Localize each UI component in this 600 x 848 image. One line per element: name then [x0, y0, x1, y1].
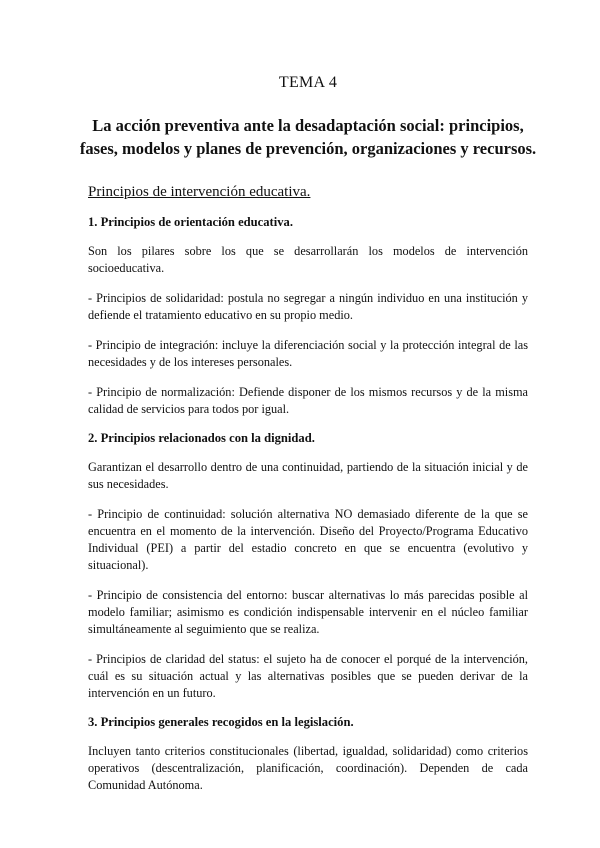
subsection-1-paragraph-2: - Principios de solidaridad: postula no segregar a ningún individuo en una institución y defiende el tratamiento educativo en su propio medio.	[88, 291, 528, 322]
topic-number: TEMA 4	[278, 74, 338, 91]
subsection-1-heading: 1. Principios de orientación educativa.	[88, 215, 293, 229]
subsection-2-paragraph-1: Garantizan el desarrollo dentro de una continuidad, partiendo de la situación inicial y de sus necesidades.	[88, 460, 528, 491]
subsection-1-paragraph-1: Son los pilares sobre los que se desarrollarán los modelos de intervención socioeducativa.	[88, 244, 528, 275]
subsection-3-paragraph-1: Incluyen tanto criterios constitucionales (libertad, igualdad, solidaridad) como criterios operativos (descentralización, planificación, coordinación). Dependen de cada Comunidad Autónoma.	[88, 744, 528, 792]
document-title: La acción preventiva ante la desadaptación social: principios, fases, modelos y planes de prevención, organizaciones y recursos.	[79, 116, 537, 158]
subsection-3-heading: 3. Principios generales recogidos en la legislación.	[88, 715, 354, 729]
subsection-1-paragraph-4: - Principio de normalización: Defiende disponer de los mismos recursos y de la misma calidad de servicios para todos por igual.	[88, 385, 528, 416]
subsection-2-paragraph-4: - Principios de claridad del status: el sujeto ha de conocer el porqué de la intervención, cuál es su situación actual y las alternativas posibles que se pueden derivar de la intervención en un futuro.	[88, 652, 528, 700]
subsection-1-paragraph-3: - Principio de integración: incluye la diferenciación social y la protección integral de las necesidades y de los intereses personales.	[88, 338, 528, 369]
subsection-2-heading: 2. Principios relacionados con la dignidad.	[88, 431, 315, 445]
subsection-2-paragraph-3: - Principio de consistencia del entorno: buscar alternativas lo más parecidas posible al modelo familiar; asimismo es condición indispensable intervenir en el núcleo familiar simultáneamente al seguimiento que se realiza.	[88, 588, 528, 636]
subsection-2-paragraph-2: - Principio de continuidad: solución alternativa NO demasiado diferente de la que se encuentra en el momento de la intervención. Diseño del Proyecto/Programa Educativo Individual (PEI) a partir del estadio concreto en que se encuentra (evolutivo y situacional).	[88, 507, 528, 572]
section-heading: Principios de intervención educativa.	[88, 184, 311, 200]
